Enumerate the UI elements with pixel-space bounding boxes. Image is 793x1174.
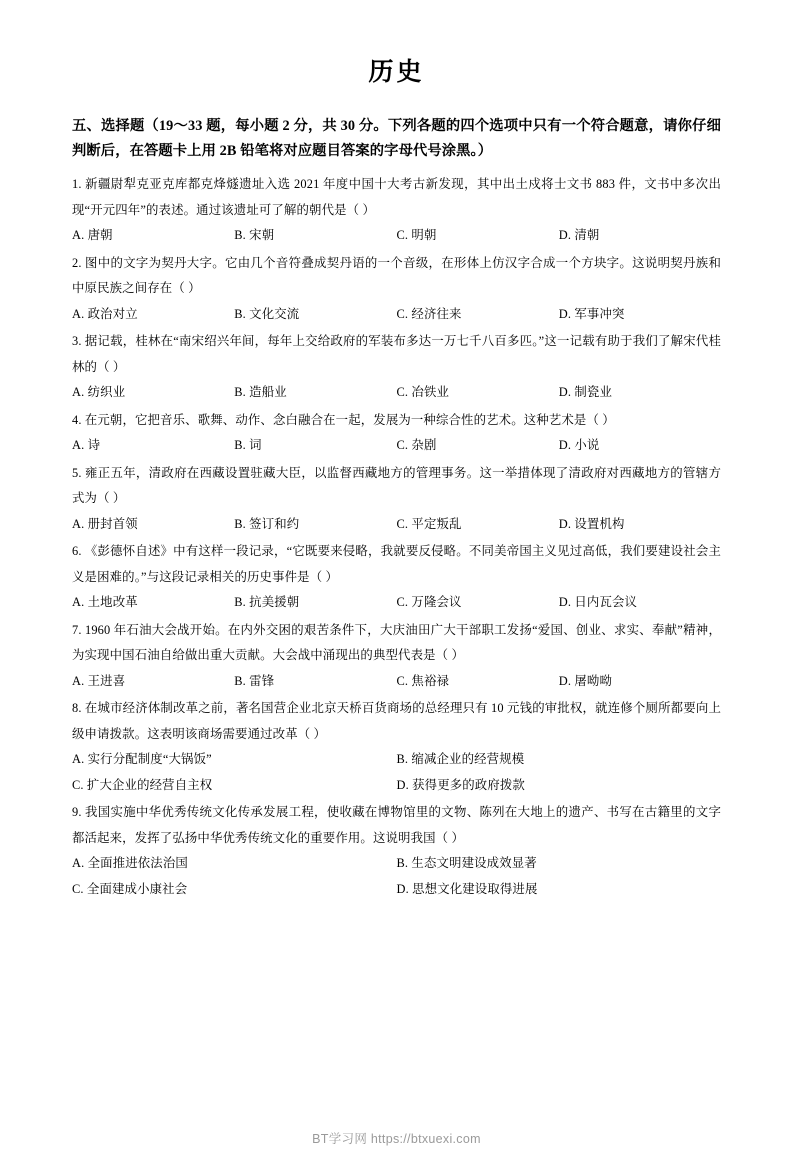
question-item: [72, 251, 721, 328]
option-label: C.: [396, 595, 409, 609]
option-a[interactable]: [72, 302, 234, 328]
question-item: [72, 618, 721, 695]
option-text: 万隆会议: [411, 595, 462, 609]
option-text: 纺织业: [87, 385, 126, 399]
option-a[interactable]: [72, 380, 234, 406]
option-label: A.: [72, 752, 85, 766]
question-item: [72, 696, 721, 798]
option-label: B.: [234, 595, 246, 609]
option-d[interactable]: [559, 512, 721, 538]
option-d[interactable]: [559, 433, 721, 459]
option-b[interactable]: [397, 851, 722, 877]
option-label: D.: [558, 673, 572, 688]
option-b[interactable]: [234, 669, 396, 695]
option-c[interactable]: [397, 512, 559, 538]
option-group: [72, 223, 721, 249]
option-b[interactable]: [234, 223, 396, 249]
option-group: [72, 512, 721, 538]
option-text: 获得更多的政府拨款: [412, 777, 525, 792]
option-text: 全面建成小康社会: [86, 881, 188, 896]
option-text: 抗美援朝: [249, 595, 300, 609]
option-d[interactable]: [559, 590, 721, 616]
option-text: 政治对立: [87, 306, 138, 321]
option-a[interactable]: [72, 590, 234, 616]
option-d[interactable]: [559, 669, 721, 695]
option-text: 军事冲突: [574, 306, 625, 321]
question-stem: 6. 《彭德怀自述》中有这样一段记录，“它既要来侵略，我就要反侵略。不同美帝国主义见过高低，我们要建设社会主义是困难的。”与这段记录相关的历史事件是（ ）: [72, 544, 721, 584]
question-item: [72, 461, 721, 538]
option-label: A.: [72, 856, 85, 870]
option-a[interactable]: [72, 669, 234, 695]
option-text: 文化交流: [249, 306, 300, 321]
option-label: B.: [234, 306, 246, 321]
option-text: 制瓷业: [574, 385, 612, 399]
option-a[interactable]: [72, 433, 234, 459]
option-label: B.: [234, 228, 246, 242]
option-b[interactable]: [234, 380, 396, 406]
option-text: 造船业: [249, 385, 287, 399]
option-label: B.: [396, 856, 409, 870]
question-stem: 9. 我国实施中华优秀传统文化传承发展工程，使收藏在博物馆里的文物、陈列在大地上的遗产、书写在古籍里的文字都活起来，发挥了弘扬中华优秀传统文化的重要作用。这说明我国（ ）: [72, 805, 721, 845]
option-group: [72, 433, 721, 459]
question-stem: 7. 1960 年石油大会战开始。在内外交困的艰苦条件下，大庆油田广大干部职工发扬“爱国、创业、求实、奉献”精神，为实现中国石油自给做出重大贡献。大会战中涌现出的典型代表是（ ）: [72, 622, 721, 662]
watermark: BT学习网 https://btxuexi.com: [312, 1132, 481, 1146]
option-c[interactable]: [72, 877, 397, 903]
option-b[interactable]: [234, 590, 396, 616]
option-label: D.: [396, 777, 409, 792]
option-group: [72, 851, 721, 902]
option-a[interactable]: [72, 223, 234, 249]
option-a[interactable]: [72, 512, 234, 538]
option-text: 明朝: [411, 228, 437, 242]
option-text: 设置机构: [574, 516, 625, 531]
option-label: C.: [396, 673, 409, 688]
option-text: 扩大企业的经营自主权: [86, 777, 213, 792]
question-stem: 8. 在城市经济体制改革之前，著名国营企业北京天桥百货商场的总经理只有 10 元钱的审批权，就连修个厕所都要向上级申请拨款。这表明该商场需要通过改革（ ）: [72, 701, 721, 741]
option-label: C.: [72, 881, 84, 896]
question-item: [72, 408, 721, 459]
page-title: 历史: [368, 59, 425, 86]
option-text: 土地改革: [87, 595, 138, 609]
option-d[interactable]: [397, 773, 722, 799]
option-text: 诗: [87, 438, 101, 452]
question-stem: 2. 图中的文字为契丹大字。它由几个音符叠成契丹语的一个音级，在形体上仿汉字合成一个方块字。这说明契丹族和中原民族之间存在（ ）: [72, 255, 721, 295]
option-b[interactable]: [234, 512, 396, 538]
option-text: 王进喜: [87, 673, 126, 688]
option-d[interactable]: [397, 877, 722, 903]
option-label: C.: [396, 306, 409, 321]
option-label: C.: [396, 438, 409, 452]
option-text: 焦裕禄: [411, 673, 450, 688]
option-c[interactable]: [397, 380, 559, 406]
option-text: 实行分配制度“大锅饭”: [87, 752, 212, 766]
option-text: 全面推进依法治国: [87, 856, 188, 870]
option-text: 唐朝: [87, 228, 113, 242]
question-stem: 5. 雍正五年，清政府在西藏设置驻藏大臣，以监督西藏地方的管理事务。这一举措体现了清政府对西藏地方的管辖方式为（ ）: [72, 465, 721, 505]
option-label: C.: [396, 228, 409, 242]
option-text: 清朝: [574, 228, 600, 242]
option-b[interactable]: [234, 433, 396, 459]
option-label: A.: [72, 438, 85, 452]
option-group: [72, 590, 721, 616]
option-c[interactable]: [397, 223, 559, 249]
option-text: 雷锋: [249, 673, 275, 688]
option-d[interactable]: [559, 302, 721, 328]
option-label: A.: [72, 595, 85, 609]
section-heading: 五、选择题（19～33 题，每小题 2 分，共 30 分。下列各题的四个选项中只有一个符合题意，请你仔细判断后，在答题卡上用 2B 铅笔将对应题目答案的字母代号涂黑。）: [72, 118, 721, 159]
question-stem: 4. 在元朝，它把音乐、歌舞、动作、念白融合在一起，发展为一种综合性的艺术。这种艺术是（ ）: [72, 412, 615, 427]
option-text: 词: [249, 438, 262, 452]
option-label: D.: [558, 438, 572, 452]
option-c[interactable]: [397, 590, 559, 616]
option-text: 思想文化建设取得进展: [412, 881, 538, 896]
option-label: B.: [234, 516, 246, 531]
option-label: A.: [72, 516, 85, 531]
option-c[interactable]: [397, 302, 559, 328]
question-item: [72, 539, 721, 616]
option-d[interactable]: [559, 223, 721, 249]
option-text: 经济往来: [411, 306, 462, 321]
option-b[interactable]: [397, 747, 722, 773]
option-text: 平定叛乱: [411, 516, 462, 531]
option-text: 屠呦呦: [574, 673, 612, 688]
question-stem: 1. 新疆尉犁克亚克库都克烽燧遗址入选 2021 年度中国十大考古新发现，其中出土戍将士文书 883 件，文书中多次出现“开元四年”的表述。通过该遗址可了解的朝代是（ ）: [72, 177, 721, 217]
option-label: A.: [72, 228, 85, 242]
option-group: [72, 380, 721, 406]
option-group: [72, 302, 721, 328]
option-label: B.: [396, 752, 409, 766]
option-label: D.: [558, 516, 572, 531]
option-label: A.: [72, 306, 85, 321]
option-text: 册封首领: [87, 516, 138, 531]
option-label: C.: [72, 777, 84, 792]
option-group: [72, 669, 721, 695]
option-label: C.: [396, 385, 409, 399]
option-label: D.: [396, 881, 409, 896]
question-item: [72, 800, 721, 902]
option-label: B.: [234, 438, 246, 452]
option-text: 冶铁业: [411, 385, 450, 399]
option-label: A.: [72, 673, 85, 688]
option-c[interactable]: [397, 669, 559, 695]
option-text: 小说: [574, 438, 600, 452]
option-text: 日内瓦会议: [574, 595, 638, 609]
option-label: D.: [558, 385, 572, 399]
option-b[interactable]: [234, 302, 396, 328]
option-label: D.: [558, 228, 572, 242]
option-c[interactable]: [72, 773, 397, 799]
question-item: [72, 172, 721, 249]
option-d[interactable]: [559, 380, 721, 406]
option-label: D.: [558, 595, 572, 609]
option-a[interactable]: [72, 851, 397, 877]
option-label: A.: [72, 385, 85, 399]
question-stem: 3. 据记载，桂林在“南宋绍兴年间，每年上交给政府的军装布多达一万七千八百多匹。”这一记载有助于我们了解宋代桂林的（ ）: [72, 334, 721, 374]
exam-page: [0, 52, 793, 1174]
option-a[interactable]: [72, 747, 397, 773]
option-label: C.: [396, 516, 409, 531]
option-label: B.: [234, 673, 246, 688]
question-item: [72, 329, 721, 406]
option-text: 生态文明建设成效显著: [411, 856, 537, 870]
option-c[interactable]: [397, 433, 559, 459]
option-label: B.: [234, 385, 246, 399]
option-text: 宋朝: [249, 228, 275, 242]
option-text: 签订和约: [249, 516, 300, 531]
option-text: 杂剧: [411, 438, 437, 452]
option-group: [72, 747, 721, 798]
option-text: 缩减企业的经营规模: [411, 752, 525, 766]
option-label: D.: [558, 306, 572, 321]
